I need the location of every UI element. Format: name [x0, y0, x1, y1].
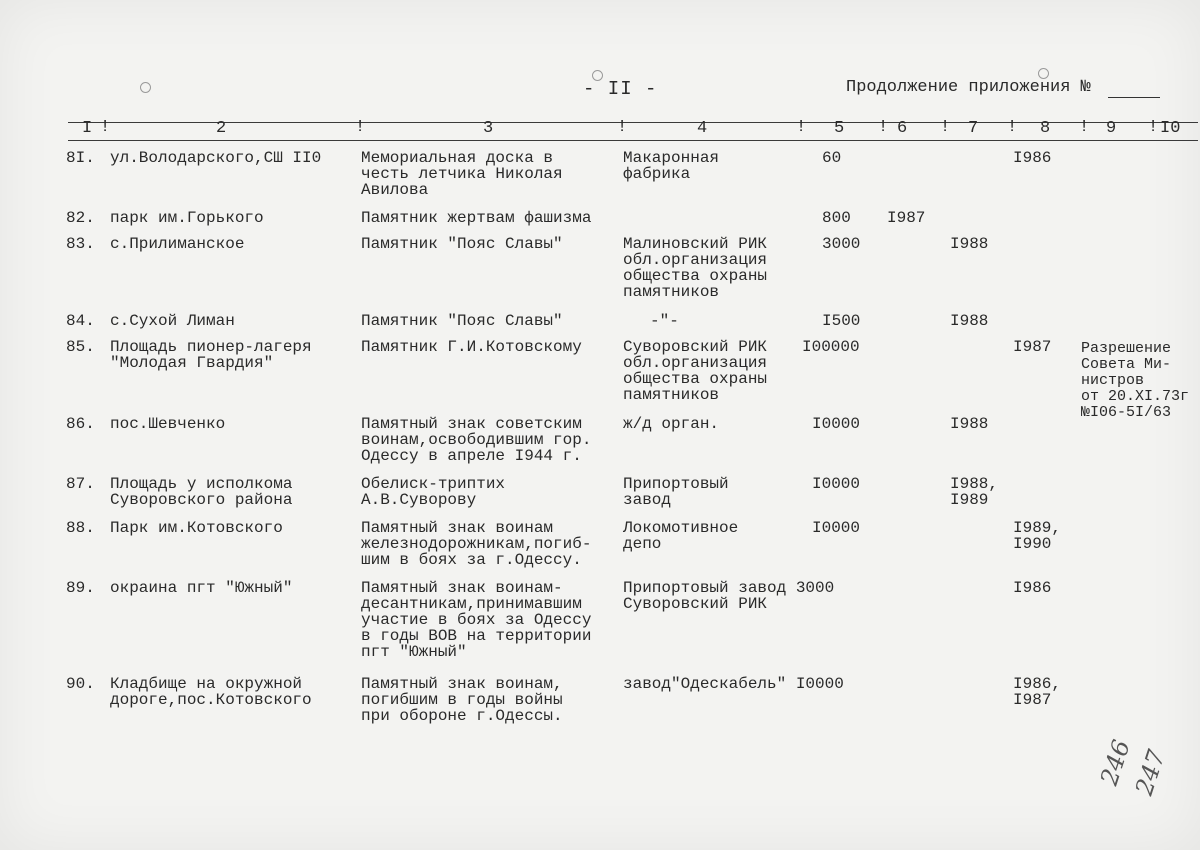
row-organization: Макаронная фабрика	[623, 149, 720, 183]
row-cost: I0000	[812, 415, 861, 433]
row-organization: ж/д орган.	[623, 415, 720, 433]
row-place: Площадь у исполкома Суворовского района	[110, 475, 293, 509]
faded-stamp	[630, 206, 780, 228]
header-rule-top	[68, 122, 1198, 123]
row-number: 8I.	[66, 149, 95, 167]
column-divider: !	[1007, 118, 1018, 137]
row-year-col8: I989, I990	[1013, 519, 1062, 553]
row-place: Кладбище на окружной дороге,пос.Котовского	[110, 675, 312, 709]
row-number: 82.	[66, 209, 95, 227]
column-divider: !	[355, 118, 366, 137]
column-divider: !	[1079, 118, 1090, 137]
row-place: с.Прилиманское	[110, 235, 245, 253]
row-year-col8: I986	[1013, 149, 1052, 167]
row-place: Парк им.Котовского	[110, 519, 283, 537]
row-organization: Малиновский РИК обл.организация общества охраны памятников	[623, 235, 768, 301]
row-cost: I0000	[812, 475, 861, 493]
row-number: 86.	[66, 415, 95, 433]
row-number: 84.	[66, 312, 95, 330]
header-rule-bottom	[68, 140, 1198, 141]
column-number: 4	[697, 119, 708, 138]
row-organization: завод"Одескабель" I0000	[623, 675, 844, 693]
row-cost: 800	[822, 209, 851, 227]
continuation-blank-line	[1108, 97, 1160, 98]
row-monument: Обелиск-триптих А.В.Суворову	[361, 475, 506, 509]
row-place: парк им.Горького	[110, 209, 264, 227]
row-year-col7: I988	[950, 415, 989, 433]
row-year-col8: I986, I987	[1013, 675, 1062, 709]
continuation-label: Продолжение приложения №	[846, 78, 1091, 97]
row-organization: -"-	[650, 312, 679, 330]
row-monument: Памятный знак воинам, погибшим в годы войны при обороне г.Одессы.	[361, 675, 563, 725]
row-organization: Припортовый завод	[623, 475, 729, 509]
column-divider: !	[1148, 118, 1159, 137]
row-place: Площадь пионер-лагеря "Молодая Гвардия"	[110, 338, 312, 372]
row-cost: I0000	[812, 519, 861, 537]
row-cost: 3000	[822, 235, 861, 253]
row-year-col7: I988	[950, 312, 989, 330]
column-divider: !	[940, 118, 951, 137]
row-monument: Памятник "Пояс Славы"	[361, 235, 563, 253]
column-number: 9	[1106, 119, 1117, 138]
row-organization: Локомотивное депо	[623, 519, 739, 553]
column-number: I0	[1160, 119, 1181, 138]
row-organization: Припортовый завод 3000 Суворовский РИК	[623, 579, 835, 613]
row-monument: Памятный знак воинам- десантникам,принимавшим участие в боях за Одессу в годы ВОВ на территории пгт "Южный"	[361, 579, 592, 661]
page-number: - II -	[583, 78, 658, 100]
row-monument: Памятник жертвам фашизма	[361, 209, 592, 227]
handwritten-page-number-alt: 247	[1130, 746, 1171, 799]
row-monument: Памятник Г.И.Котовскому	[361, 338, 582, 356]
row-cost: 60	[822, 149, 842, 167]
column-number: 2	[216, 119, 227, 138]
row-monument: Памятный знак советским воинам,освободившим гор. Одессу в апреле I944 г.	[361, 415, 592, 465]
column-number: 5	[834, 119, 845, 138]
column-number: 6	[897, 119, 908, 138]
row-note: Разрешение Совета Ми- нистров от 20.XI.73г №I06-5I/63	[1081, 340, 1190, 421]
row-year-col7: I988, I989	[950, 475, 999, 509]
row-monument: Памятный знак воинам железнодорожникам,погиб- шим в боях за г.Одессу.	[361, 519, 592, 569]
column-number: I	[82, 119, 93, 138]
row-monument: Мемориальная доска в честь летчика Николая Авилова	[361, 149, 563, 199]
column-divider: !	[617, 118, 628, 137]
row-year-col8: I986	[1013, 579, 1052, 597]
column-number: 8	[1040, 119, 1051, 138]
column-divider: !	[796, 118, 807, 137]
handwritten-page-number: 246	[1095, 736, 1136, 789]
column-number: 7	[968, 119, 979, 138]
row-place: пос.Шевченко	[110, 415, 226, 433]
row-place: с.Сухой Лиман	[110, 312, 235, 330]
row-number: 89.	[66, 579, 95, 597]
column-divider: !	[100, 118, 111, 137]
row-cost: I500	[822, 312, 861, 330]
row-place: ул.Володарского,СШ II0	[110, 149, 322, 167]
punch-hole-left	[140, 82, 151, 93]
row-number: 90.	[66, 675, 95, 693]
row-number: 85.	[66, 338, 95, 356]
row-year-col6: I987	[887, 209, 926, 227]
row-monument: Памятник "Пояс Славы"	[361, 312, 563, 330]
row-organization: Суворовский РИК обл.организация общества охраны памятников	[623, 338, 768, 404]
row-year-col7: I988	[950, 235, 989, 253]
row-number: 87.	[66, 475, 95, 493]
row-year-col8: I987	[1013, 338, 1052, 356]
row-cost: I00000	[802, 338, 860, 356]
column-number: 3	[483, 119, 494, 138]
row-number: 88.	[66, 519, 95, 537]
column-divider: !	[878, 118, 889, 137]
row-place: окраина пгт "Южный"	[110, 579, 293, 597]
row-number: 83.	[66, 235, 95, 253]
